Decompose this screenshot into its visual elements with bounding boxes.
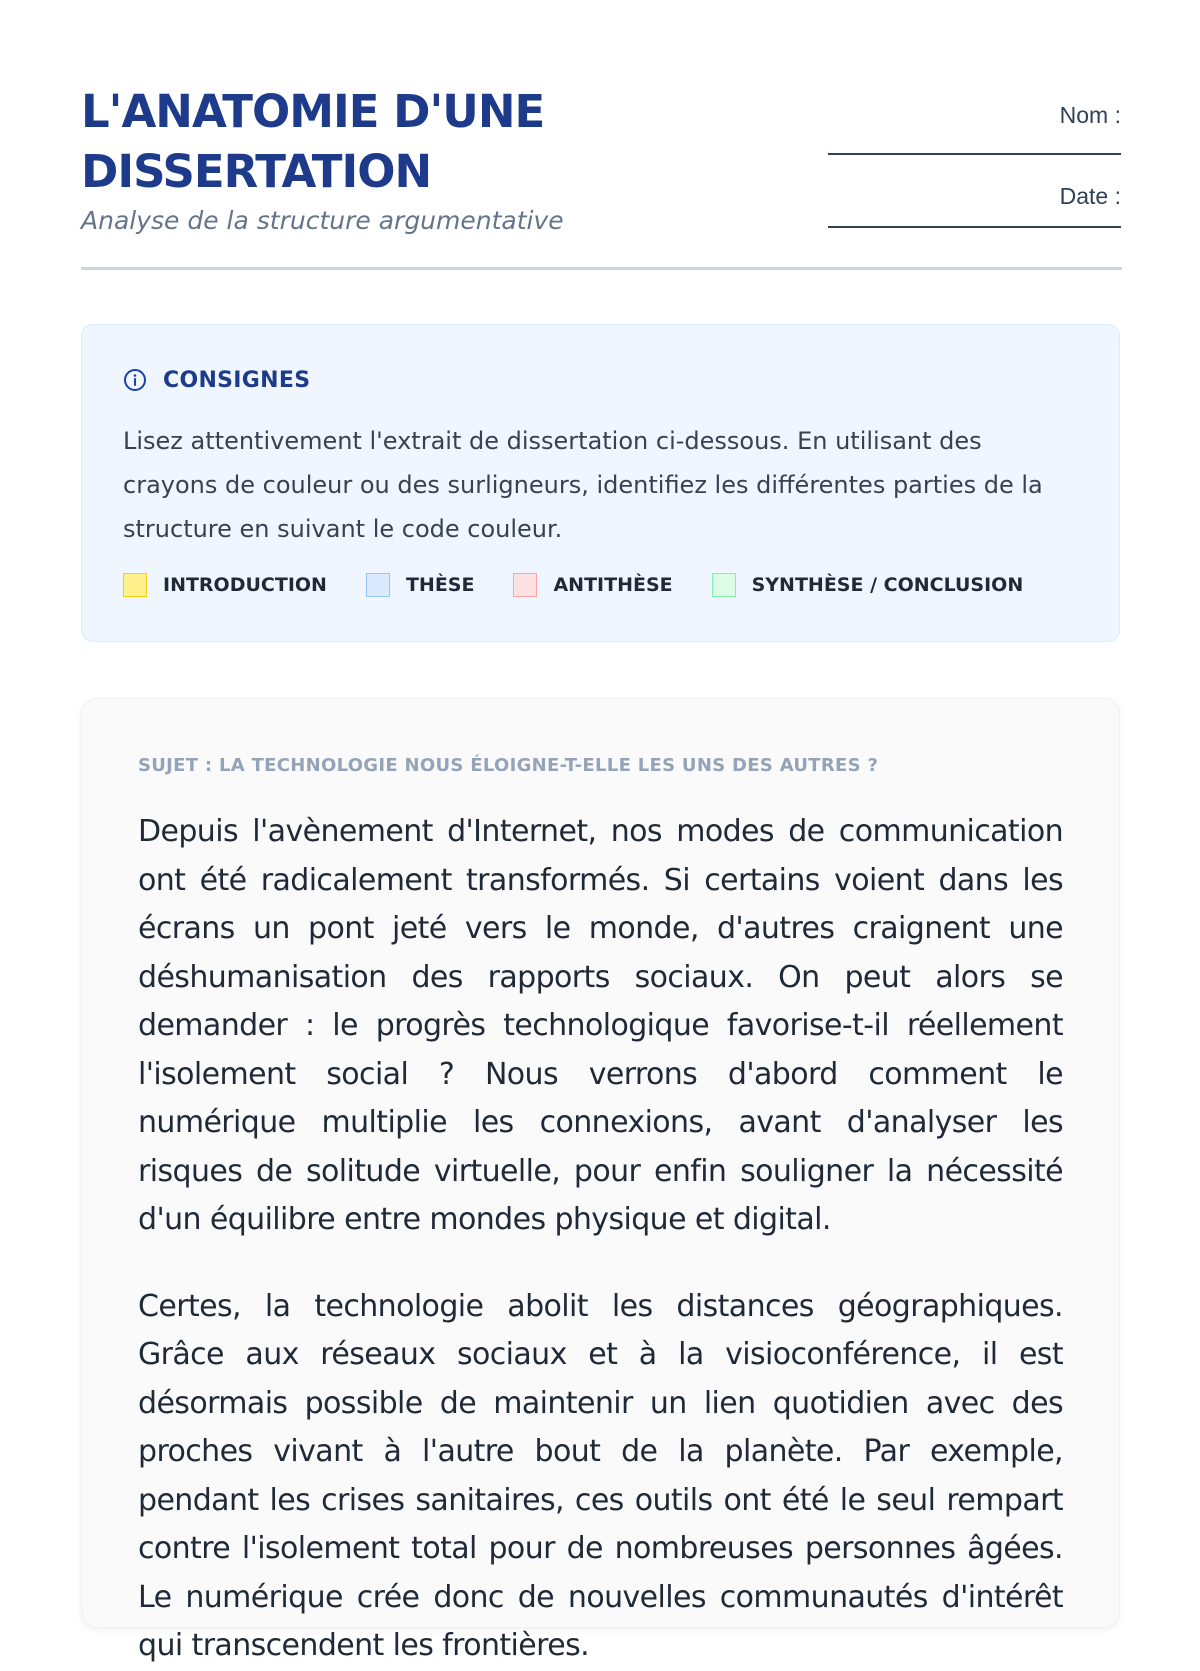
name-field[interactable] xyxy=(828,82,1121,155)
info-icon xyxy=(123,368,147,392)
color-legend xyxy=(123,571,1079,599)
page-subtitle: Analyse de la structure argumentative xyxy=(81,206,564,235)
legend-label: SYNTHÈSE / CONCLUSION xyxy=(751,574,1024,596)
essay-paragraph-these[interactable]: Certes, la technologie abolit les distances géographiques. Grâce aux réseaux sociaux et à la visioconférence, il est désormais possible de maintenir un lien quotidien avec des proches vivant à l'autre bout de la planète. Par exemple, pendant les crises sanitaires, ces outils ont été le seul rempart contre l'isolement total pour de nombreuses personnes âgées. Le numérique crée donc de nouvelles communautés d'intérêt qui transcendent les frontières. xyxy=(138,1288,1063,1663)
instructions-box xyxy=(81,324,1120,642)
name-label: Nom : xyxy=(1059,102,1121,128)
header-divider xyxy=(81,267,1122,270)
swatch-introduction xyxy=(123,573,147,597)
swatch-synthese xyxy=(712,573,736,597)
instructions-heading xyxy=(123,365,1079,395)
instructions-title: CONSIGNES xyxy=(163,367,311,393)
legend-item-introduction xyxy=(123,573,327,597)
legend-label: THÈSE xyxy=(405,574,475,596)
essay-card xyxy=(81,698,1120,1663)
page-header xyxy=(81,82,1121,272)
legend-item-antithese xyxy=(513,573,672,597)
legend-label: INTRODUCTION xyxy=(163,574,327,596)
instructions-text: Lisez attentivement l'extrait de dissertation ci-dessous. En utilisant des crayons de couleur ou des surligneurs, identifiez les différentes parties de la structure en suivant le code couleur. xyxy=(123,427,1043,543)
date-label: Date : xyxy=(1059,183,1121,209)
legend-item-these xyxy=(366,573,475,597)
date-field[interactable] xyxy=(828,155,1121,228)
essay-paragraph-introduction[interactable]: Depuis l'avènement d'Internet, nos modes de communication ont été radicalement transformés. Si certains voient dans les écrans un pont jeté vers le monde, d'autres craignent une déshumanisation des rapports sociaux. On peut alors se demander : le progrès technologique favorise-t-il réellement l'isolement social ? Nous verrons d'abord comment le numérique multiplie les connexions, avant d'analyser les risques de solitude virtuelle, pour enfin souligner la nécessité d'un équilibre entre mondes physique et digital. xyxy=(138,814,1063,1237)
legend-item-synthese xyxy=(712,573,1024,597)
swatch-these xyxy=(366,573,390,597)
legend-label: ANTITHÈSE xyxy=(553,574,673,596)
swatch-antithese xyxy=(513,573,537,597)
page-title: L'ANATOMIE D'UNE DISSERTATION xyxy=(81,85,545,198)
student-info xyxy=(828,82,1121,228)
essay-subject: SUJET : LA TECHNOLOGIE NOUS ÉLOIGNE-T-ELLE LES UNS DES AUTRES ? xyxy=(138,755,879,776)
